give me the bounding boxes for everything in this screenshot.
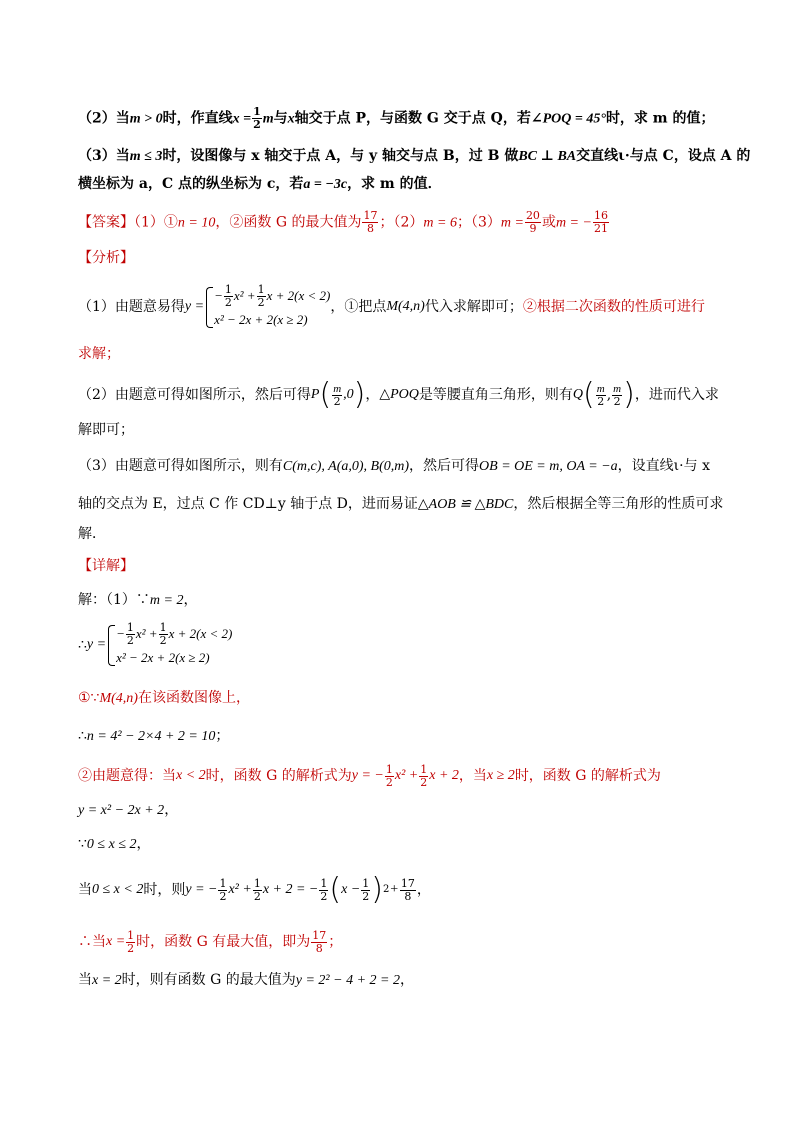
detail-line-4: ∴n = 4² − 2×4 + 2 = 10； [78, 728, 230, 744]
detail-label: 【详解】 [78, 558, 134, 574]
detail-line-5: ②由题意得：当 x < 2 时，函数 G 的解析式为 y = − $\frac{1}{2}$ x² + $\frac{1}{2}$ x + 2 ，当 x ≥ 2 时，函数 G 的解析式为 [78, 762, 661, 789]
q2-math: m > 0 [129, 111, 163, 127]
q2-text: 时，作直线 [162, 110, 233, 127]
detail-line-9: ∴当 x = $\frac{1}{2}$ 时，函数 G 有最大值，即为 $\frac{17}{8}$ ； [78, 928, 343, 955]
q2-math: m [262, 111, 274, 127]
detail-line-6: y = x² − 2x + 2， [78, 802, 179, 818]
analysis-3-line-3: 解． [78, 526, 106, 542]
detail-line-8: 当 0 ≤ x < 2 时，则 y = − $\frac{1}{2}$ x² + $\frac{1}{2}$ x + 2 = − $\frac{1}{2}$ ( x − $\frac{1}{2}$ ) 2 + $\frac{17}{8}$ ， [78, 872, 431, 907]
detail-line-2: ∴ y = − $\frac{1}{2}$ x² + $\frac{1}{2}$ x + 2(x < 2) x² − 2x + 2(x ≥ 2) [78, 622, 728, 668]
q2-text: 与 [273, 110, 288, 127]
q2-math: x = [232, 111, 252, 127]
question-3-line-1: （3）当m ≤ 3时，设图像与 x 轴交于点 A，与 y 轴交与点 B，过 B 做BC ⊥ BA交直线ι·与点 C，设点 A 的 [78, 148, 751, 164]
question-2 [78, 106, 728, 131]
piecewise-system: − $\frac{1}{2}$ x² + $\frac{1}{2}$ x + 2(x < 2) x² − 2x + 2(x ≥ 2) [204, 284, 330, 331]
detail-line-10: 当x = 2时，则有函数 G 的最大值为y = 2² − 4 + 2 = 2， [78, 972, 414, 988]
question-3-line-2: 横坐标为 a，C 点的纵坐标为 c，若a = −3c，求 m 的值． [78, 176, 442, 192]
analysis-1-cont: 求解； [78, 346, 120, 362]
answer-label: 【答案】 [78, 214, 134, 231]
fraction: $\frac{1}{2}$ [253, 105, 261, 131]
analysis-2-cont: 解即可； [78, 422, 134, 438]
analysis-3-line-1: （3）由题意可得如图所示，则有C(m,c), A(a,0), B(0,m)，然后可得OB = OE = m, OA = −a，设直线ι·与 x [78, 458, 710, 474]
analysis-label: 【分析】 [78, 250, 134, 266]
answer-line: 【答案】（1）①n = 10，②函数 G 的最大值为 $\frac{17}{8}$ ；（2）m = 6；（3）m = $\frac{20}{9}$ 或m = − $\frac{16}{21}$ [78, 209, 608, 235]
detail-line-7: ∵0 ≤ x ≤ 2， [78, 836, 151, 852]
detail-line-1: 解：（1）∵m = 2， [78, 592, 198, 608]
q2-math: ∠POQ = 45° [530, 111, 606, 127]
analysis-2: （2）由题意可得如图所示，然后可得 P ( $\frac{m}{2}$ ,0 ) ， △POQ 是等腰直角三角形，则有 Q ( $\frac{m}{2}$ , $\frac{m}{2}$ ) ，进而代入求 [78, 377, 719, 412]
analysis-3-line-2: 轴的交点为 E，过点 C 作 CD⊥y 轴于点 D，进而易证△AOB ≌ △BDC，然后根据全等三角形的性质可求 [78, 496, 724, 512]
detail-line-3: ①∵M(4,n)在该函数图像上， [78, 690, 250, 706]
analysis-1: （1）由题意易得 y = − $\frac{1}{2}$ x² + $\frac{1}{2}$ x + 2(x < 2) x² − 2x + 2(x ≥ 2) ，①把点 M(4,n) 代入求解即可； ②根据二次函数的性质可进行 [78, 284, 728, 330]
q2-math: x [287, 111, 295, 127]
q2-text: （2）当 [78, 110, 130, 127]
q2-text: 轴交于点 P，与函数 G 交于点 Q，若 [294, 110, 531, 127]
q2-text: 时，求 m 的值； [605, 110, 715, 127]
piecewise-system: − $\frac{1}{2}$ x² + $\frac{1}{2}$ x + 2(x < 2) x² − 2x + 2(x ≥ 2) [106, 622, 232, 669]
